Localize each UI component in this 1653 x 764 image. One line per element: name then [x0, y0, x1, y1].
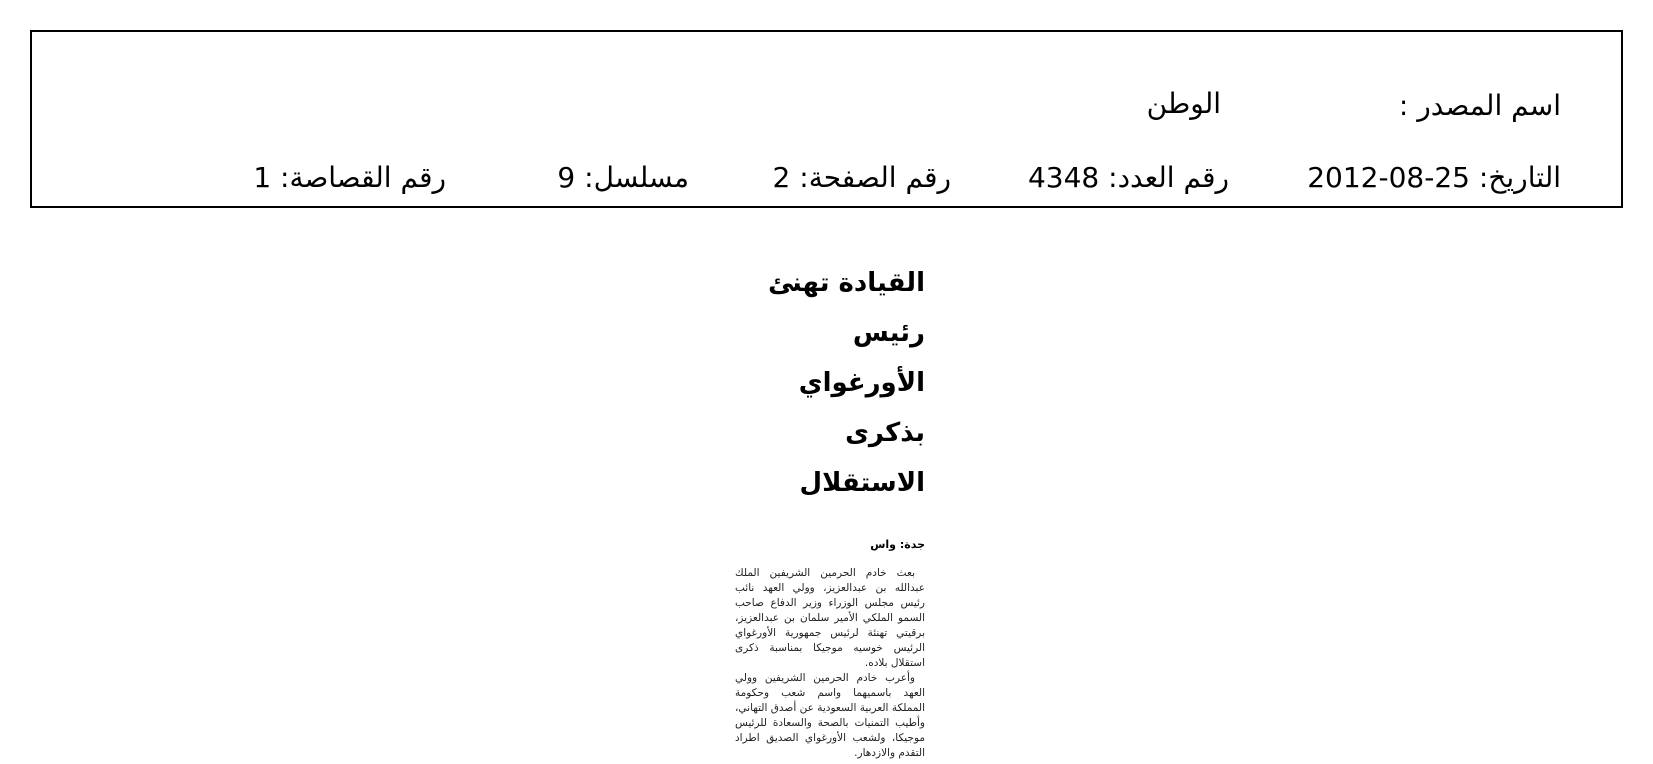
article-paragraph-2: وأعرب خادم الحرمين الشريفين وولي العهد باسميهما واسم شعب وحكومة المملكة العربية السعودية عن أصدق التهاني، وأطيب التمنيات بالصحة والسعادة للرئيس موجيكا، ولشعب الأورغواي الصديق اطراد التقدم والازدهار.: [735, 672, 925, 759]
article-paragraph-1: بعث خادم الحرمين الشريفين الملك عبدالله بن عبدالعزيز، وولي العهد نائب رئيس مجلس الوزراء وزير الدفاع صاحب السمو الملكي الأمير سلمان بن عبدالعزيز، برقيتي تهنئة لرئيس جمهورية الأورغواي الرئيس خوسيه موجيكا بمناسبة ذكرى استقلال بلاده.: [735, 567, 925, 669]
headline-line-2: رئيس الأورغواي: [798, 318, 925, 398]
issue-number-label: رقم العدد: 4348: [1027, 161, 1229, 194]
page-number-label: رقم الصفحة: 2: [772, 161, 951, 194]
article-body: [735, 566, 925, 761]
source-label: اسم المصدر :: [1398, 89, 1561, 122]
date-label: التاريخ: 25-08-2012: [1307, 161, 1561, 194]
source-value: الوطن: [1146, 87, 1221, 120]
clip-number-label: رقم القصاصة: 1: [253, 161, 446, 194]
news-clipping: [735, 258, 925, 761]
headline-line-3: بذكرى الاستقلال: [799, 418, 925, 498]
serial-label: مسلسل: 9: [557, 161, 689, 194]
source-header-box: [30, 30, 1623, 208]
headline-line-1: القيادة تهنئ: [768, 268, 925, 298]
dateline: جدة: واس: [870, 538, 925, 551]
